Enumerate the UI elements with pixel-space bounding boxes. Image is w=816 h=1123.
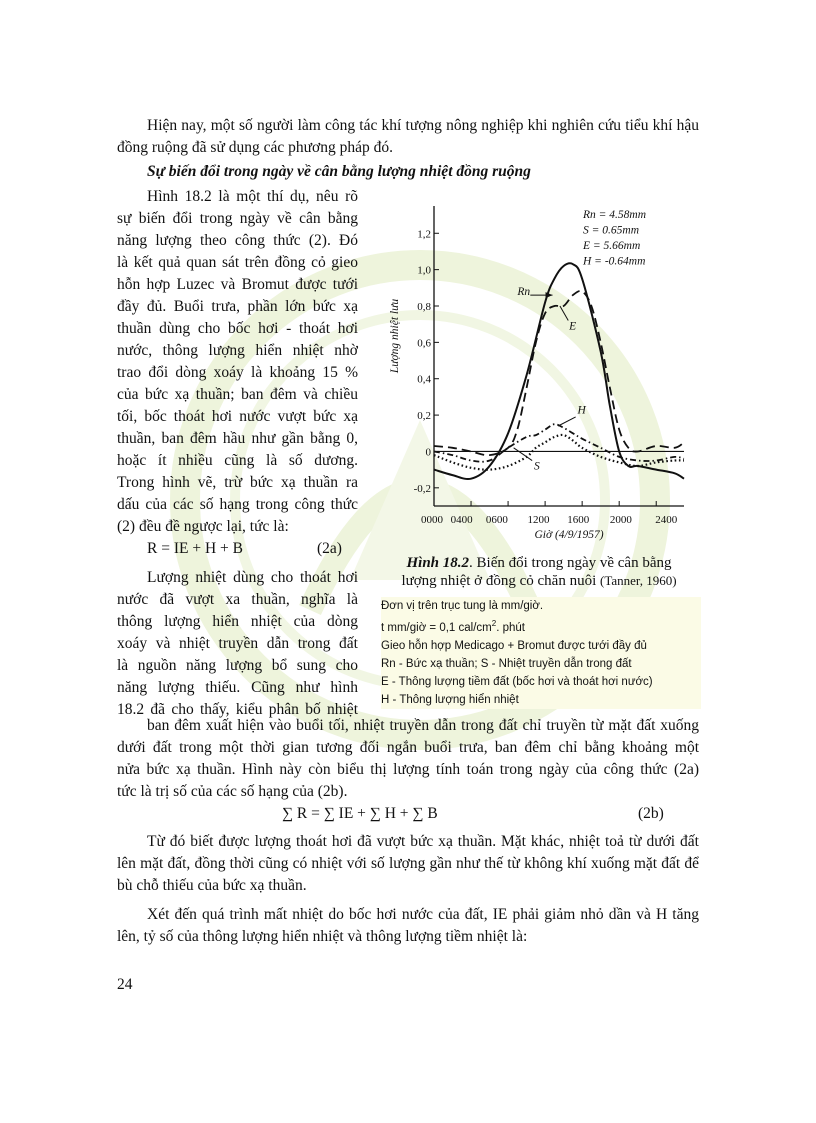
- text-line: dấu của các số hạng trong công thức: [117, 496, 358, 513]
- legend-entry: H = -0.64mm: [583, 255, 646, 268]
- y-axis-label: Lượng nhiệt lưu: [389, 298, 401, 374]
- equation-2a-number: (2a): [317, 540, 342, 557]
- page-number: 24: [117, 976, 133, 993]
- text-line: hoặc ít nhiều cũng là số dương.: [117, 452, 358, 469]
- y-tick-label: 0,6: [417, 337, 431, 350]
- note-conversion: t mm/giờ = 0,1 cal/$cm^2$. phút: [381, 619, 525, 634]
- note-rn-s: Rn - Bức xạ thuần; S - Nhiệt truyền dẫn trong đất: [381, 657, 632, 670]
- text-line: Hình 18.2 là một thí dụ, nêu rõ: [147, 188, 358, 205]
- caption-figure-number: Hình 18.2: [406, 555, 470, 571]
- legend-entry: E = 5.66mm: [583, 240, 641, 252]
- equation-2b-number: (2b): [638, 805, 664, 822]
- annotation-leader-h: [558, 417, 576, 426]
- note-h: H - Thông lượng hiển nhiệt: [381, 693, 519, 706]
- caption-line2: lượng nhiệt ở đồng cỏ chăn nuôi: [401, 573, 597, 589]
- note-unit: Đơn vị trên trục tung là mm/giờ.: [381, 600, 544, 612]
- text-line: là kết quả quan sát trên đồng cỏ gieo: [117, 254, 358, 271]
- x-tick-label: 1200: [527, 514, 550, 526]
- caption-citation: (Tanner, 1960): [600, 573, 677, 588]
- text-line: tối, bốc thoát hơi nước vượt bức xạ: [117, 408, 358, 425]
- series-line-e: [434, 291, 684, 455]
- chart-series: [434, 263, 684, 479]
- text-line: (2) đều đề ngược lại, tức là:: [117, 518, 289, 535]
- y-tick-label: 1,0: [417, 264, 431, 277]
- section-heading: Sự biến đổi trong ngày về cân bằng lượng nhiệt đồng ruộng: [147, 163, 531, 180]
- text-line: Lượng nhiệt dùng cho thoát hơi: [147, 569, 358, 586]
- y-tick-label: 0,4: [417, 373, 431, 386]
- text-line: thông lượng hiển nhiệt của dòng: [117, 613, 358, 630]
- intro-paragraph: Hiện nay, một số người làm công tác khí tượng nông nghiệp khi nghiên cứu tiểu khí hậu đồng ruộng đã sử dụng các phương pháp đó.: [117, 117, 699, 156]
- text-line: nước, thông lượng hiển nhiệt nhờ: [117, 342, 358, 359]
- legend-entry: S = 0.65mm: [583, 224, 639, 237]
- y-tick-label: 1,2: [417, 228, 431, 241]
- left-column-text: [117, 186, 358, 538]
- text-line: nửa bức xạ thuần. Hình này còn biểu thị lượng tính toán trong ngày của công thức (2a): [117, 761, 699, 778]
- x-axis-label: Giờ (4/9/1957): [534, 529, 604, 541]
- text-line: hỗn hợp Luzec và Bromut được tưới: [117, 276, 358, 293]
- y-tick-label: 0: [425, 446, 431, 459]
- chart-labels: [514, 209, 646, 473]
- text-line: thuần, ban đêm hầu như gần bằng 0,: [117, 430, 358, 447]
- text-line: dưới đất trong một thời gian tương đối ngắn buổi trưa, ban đêm chỉ bằng khoảng một: [117, 739, 699, 756]
- annotation-label-e: E: [569, 320, 577, 333]
- figure-notes: [381, 597, 701, 709]
- series-line-h: [434, 424, 684, 462]
- figure-caption: [378, 554, 700, 590]
- left-column-text-2: [117, 567, 358, 721]
- x-tick-label: 0600: [485, 514, 508, 526]
- text-line: xoáy và nhiệt truyền dẫn trong đất: [117, 635, 358, 652]
- series-line-rn: [434, 263, 684, 479]
- y-tick-label: 0,2: [417, 410, 431, 423]
- paragraph-3: Từ đó biết được lượng thoát hơi đã vượt bức xạ thuần. Mặt khác, nhiệt toả từ dưới đất lên mặt đất, đồng thời cũng có nhiệt với số lượng gần như thế từ không khí xuống mặt đất để bù chỗ thiếu của bức xạ thuần.: [117, 833, 699, 894]
- x-tick-label: 0400: [450, 514, 473, 526]
- text-line: của bức xạ thuần; ban đêm và chiều: [117, 386, 358, 403]
- x-tick-label: 2000: [609, 514, 632, 526]
- text-line: trao đổi dòng xoáy là khoảng 15 %: [117, 364, 358, 381]
- annotation-leader-e: [560, 306, 568, 321]
- text-line: sự biến đổi trong ngày về cân bằng: [117, 210, 358, 227]
- equation-2b: ∑ R = ∑ IE + ∑ H + ∑ B: [282, 805, 438, 822]
- paragraph-4: Xét đến quá trình mất nhiệt do bốc hơi nước của đất, IE phải giảm nhỏ dần và H tăng lên, tỷ số của thông lượng hiển nhiệt và thông lượng tiềm nhiệt là:: [117, 906, 699, 945]
- x-tick-label: 2400: [655, 514, 678, 526]
- series-line-s: [434, 435, 684, 470]
- text-line: thuần dùng cho bốc hơi - thoát hơi: [117, 320, 358, 337]
- equation-2a: R = IE + H + B: [147, 540, 243, 557]
- full-width-paragraph: [117, 715, 699, 803]
- text-line: ban đêm xuất hiện vào buổi tối, nhiệt truyền dẫn trong đất chỉ truyền từ mặt đất xuống: [147, 717, 699, 734]
- legend-entry: Rn = 4.58mm: [583, 209, 647, 221]
- text-line: là nguồn năng lượng bổ sung cho: [117, 657, 358, 674]
- text-line: năng lượng theo công thức (2). Đó: [117, 232, 358, 249]
- text-line: nước đã vượt xa thuần, nghĩa là: [117, 591, 358, 608]
- text-line: tức là trị số của các số hạng của (2b).: [117, 783, 348, 800]
- text-line: Trong hình vẽ, trừ bức xạ thuần ra: [117, 474, 358, 491]
- note-e: E - Thông lượng tiềm đất (bốc hơi và thoát hơi nước): [381, 675, 653, 688]
- annotation-label-s: S: [534, 460, 540, 473]
- note-crop: Gieo hỗn hợp Medicago + Bromut được tưới đầy đủ: [381, 639, 647, 652]
- text-line: 18.2 đã cho thấy, kiểu phân bố nhiệt: [117, 701, 358, 718]
- y-tick-label: 0,8: [417, 301, 431, 313]
- text-line: năng lượng thiếu. Cũng như hình: [117, 679, 358, 696]
- x-tick-label: 0000: [421, 514, 443, 526]
- y-tick-label: -0,2: [413, 482, 431, 495]
- text-line: đầy đủ. Buổi trưa, phần lớn bức xạ: [117, 298, 358, 315]
- x-tick-label: 1600: [567, 514, 590, 526]
- annotation-label-h: H: [577, 404, 586, 417]
- annotation-label-rn: Rn: [517, 286, 531, 299]
- figure-18-2-chart: [378, 196, 700, 546]
- caption-text: . Biến đổi trong ngày về cân bằng: [469, 555, 672, 571]
